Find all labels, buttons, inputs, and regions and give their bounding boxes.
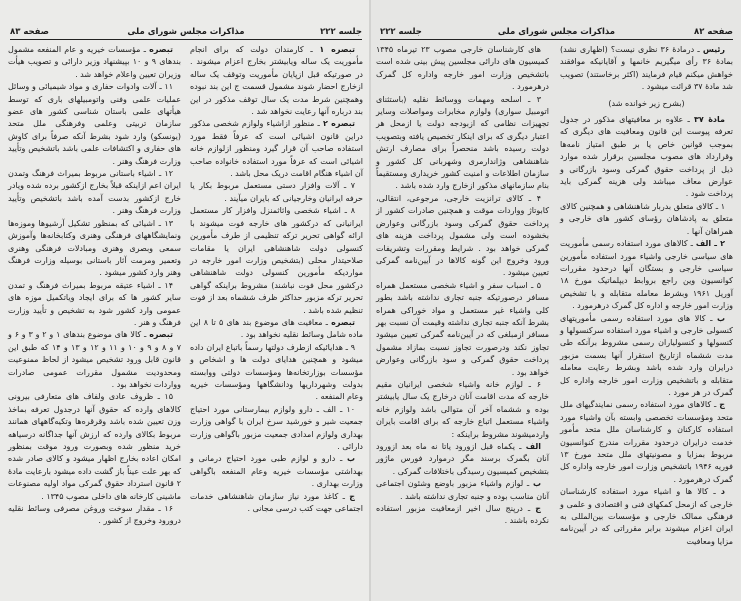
paragraph <box>560 201 733 238</box>
paragraph <box>8 168 181 218</box>
paragraph-lead: رئیس <box>702 45 725 54</box>
paragraph-lead: ب <box>716 313 725 323</box>
page-gutter <box>369 0 371 601</box>
paragraph-text: ـ درپنج سال اخیر ازمعافیت مزبور استفاده نکرده باشند . <box>376 504 549 526</box>
paragraph <box>560 313 733 400</box>
paragraph-lead: ج <box>535 504 541 514</box>
paragraph <box>8 391 181 503</box>
paragraph-text: ـ لوازم واشیاء مزبور باوضع وشئون اجتماعی آنان مناسب بوده و جنبه تجاری نداشته باشد . <box>376 479 549 501</box>
paragraph <box>190 491 363 516</box>
publication-title: مذاکرات مجلس شورای ملی <box>497 27 616 37</box>
paragraph-text: ۸ ـ اشیاء شخصی واثاثمنزل وافزار کار مستعمل ایرانیانی که درکشور های خارجه فوت میشوند با ارائه گواهی تحریر ترکه تنظیمی از طرف مأمورین کنسولی دولت شاهنشاهی ایران یا مقامات صلاحیتدار محلی (بتشخیص وزارت امور خارجه در مواردیکه مأمورین کنسولی دولت شاهنشاهی درکشور محل فوت نباشند) مشروط براینکه گواهی تحریر ترکه مزبور حداکثر ظرف ششماه بعد از فوت تنظیم شده باشد . <box>190 206 363 315</box>
paragraph-lead: ج <box>349 491 355 501</box>
paragraph <box>8 81 181 168</box>
paragraph-lead: الف <box>525 442 541 451</box>
paragraph-text: ـ کالا های مورد استفاده رسمی مأموریتهای کنسولی خارجی و اشیاء مورد استفاده سرکنسولها و کنسولها و کنسولیاران رسمی مشروط برآنکه طی مدت ششماه ازتاریخ استقرار آنها بسمت مزبور درایران وارد شده باشد وبشرط رعایت معامله متقابله و باتشخیص وزارت امور خارجه واداره کل گمرک در هر مورد . <box>560 313 733 397</box>
text-column <box>560 44 733 548</box>
paragraph-lead: د <box>720 487 725 497</box>
paragraph-lead: تبصره <box>331 317 355 327</box>
paragraph-lead: تبصره ۲ <box>322 119 356 129</box>
paragraph-text: ـ یکماه قبل ازورود یاتا نه ماه بعد ازورود آنان بگمرک برسند مگر درموارد فورس ماژور بتشخیص کمیسیون رسیدگی باختلافات گمرکی . <box>376 442 549 476</box>
paragraph-text: ـ مؤسسات خیریه و عام المنفعه مشمول بندهای ۹ و ۱۰ بپیشنهاد وزیر دارائی و تصویب هیأت وزیران تعیین واعلام خواهد شد . <box>8 45 182 79</box>
paragraph-text: ـ کالاهای مورد استفاده رسمی مأموریت های سیاسی خارجی واشیاء مورد استفاده مأمورین سیاسی خارجی و بستگان آنها درحدود مقررات کوانسیون وین راجع بروابط دیپلماتیک مورخ ۱۸ آوریل ۱۹۶۱ وبشرط معامله متقابله و با تشخیص وزارت امور خارجه و اداره کل گمرک درهرمورد . <box>560 239 733 311</box>
paragraph-text: ـ معافیت های موضوع بند های ۵ تا ۸ این ماده شامل وسائط نقلیه نخواهد بود . <box>190 317 363 340</box>
paragraph <box>8 218 181 280</box>
paragraph-text: (بشرح زیر خوانده شد) <box>608 98 685 108</box>
paragraph <box>376 193 549 280</box>
text-column <box>190 44 363 515</box>
paragraph-lead: تبصره <box>149 330 174 340</box>
paragraph-text: ۶ ـ لوازم خانه واشیاء شخصی ایرانیان مقیم خارجه که مدت اقامت آنان درخارج یک سال یابیشتر بوده و ششماه آخر آن متوالی باشد ولوازم خانه واشیاء مستعمل اتباع خارجه که برای اقامت بایران واردمیشوند مشروط براینکه : <box>376 379 549 439</box>
paragraph-text: ۱۱ ـ آلات وادوات حفاری و مواد شیمیائی و وسائل عملیات علمی وفنی واتومبیلهای باری که توسط هیأتهای علمی باستان شناسی کشور های عضو سازمان تربیتی وعلمی وفرهنگی ملل متحد (یونسکو) وارد شود بشرط آنکه صرفاً برای کاوش های حفاری و اکتشافات علمی باشد باتشخیص وتأیید وزارت فرهنگ وهنر . <box>8 82 181 166</box>
paragraph-text: ۱۴ ـ اشیاء عتیقه مربوط بمیراث فرهنگ و تمدن سایر کشور ها که برای ایجاد ویاتکمیل موزه های عمومی وارد کشور شود به تشخیص و تأیید وزارت فرهنگ و هنر . <box>8 280 181 327</box>
page-header <box>10 25 362 40</box>
paragraph-text: ـ منظور ازاشیاء ولوازم شخصی مذکور دراین قانون اشیائی است که عرفاً فقط مورد استفاده صاحب آن قرار گیرد ومنظور ازلوازم خانه اشیائی است که عرفاً مورد استفاده خانواده صاحب آن اشیاء هنگام اقامت دریک محل باشد . <box>190 119 363 179</box>
paragraph <box>190 44 363 118</box>
paragraph <box>190 205 363 317</box>
paragraph-text: های کارشناسان خارجی مصوب ۲۳ تیرماه ۱۳۴۵ کمیسیون های دارائی مجلسین پیش بینی شده است باتشخیص وزارت امور خارجه واداره کل گمرک درهرمورد . <box>376 45 549 92</box>
paragraph-text: ۱۵ ـ ظروف عادی ولفاف های متعارفی بیرونی کالاهای وارده که حقوق آنها درجدول تعرفه بماخذ وزن تعیین شده باشد وقرقره‌ها وتکیه‌گاههای همانند مربوط بکالای وارده که ارزش آنها جداگانه درسیاهه خرید منظور شده وبصورت ورود موقت بمنظور امکان اعاده بخارج اظهار میشود و کالای صادر شده که بهر علت عیناً باز گشت داده میشود بارعایت مادهٔ ۲ قانون استرداد حقوق گمرکی مواد اولیه مصنوعات ماشینی کارخانه های داخلی مصوب ۱۳۴۵ . <box>8 392 181 501</box>
paragraph <box>376 441 549 478</box>
paragraph <box>560 238 733 312</box>
paragraph <box>376 503 549 528</box>
paragraph <box>560 486 733 548</box>
paragraph-text: ۱۰ ـ الف ـ دارو ولوازم بیمارستانی مورد احتیاج جمعیت شیر و خورشید سرخ ایران با گواهی وزارت بهداری ولوازم امدادی جمعیت مزبور باگواهی وزارت دارائی . <box>190 404 363 451</box>
paragraph-text: ـ کارمندان دولت که برای انجام مأموریت یک ساله ویابیشتر بخارج اعزام میشوند . در صورتیکه قبل ازپایان مأموریت وتوقف یک ساله ازخارج احضار شوند مشمول قسمت ج این بند نبوده وهمچنین شرط مدت یک سال توقف مذکور در این بند درباره آنها رعایت نخواهد شد . <box>190 45 363 117</box>
session-number: جلسه ۲۲۲ <box>380 27 422 37</box>
page-header <box>380 25 733 40</box>
paragraph <box>190 453 363 490</box>
paragraph-lead: ب <box>532 479 541 489</box>
paragraph-text: ۱۶ ـ مقدار سوخت وروغن مصرفی وسائط نقلیه درورود وخروج از کشور . <box>8 504 181 526</box>
paragraph <box>376 379 549 441</box>
paragraph-text: ۱۲ ـ اشیاء باستانی مربوط بمیراث فرهنگ وتمدن ایران اعم ازاینکه قبلاً بخارج ازکشور برده شده ویادر خارج ازکشور بدست آمده باشد باتشخیص وتأیید وزارت فرهنگ وهنر . <box>8 169 181 216</box>
paragraph-lead: مادهٔ ۳۷ <box>694 115 725 125</box>
paragraph-lead: ج <box>719 400 725 410</box>
paragraph <box>560 399 733 486</box>
right-page <box>370 0 741 601</box>
paragraph-text: ـ درمادهٔ ۳۶ نظری نیست؟ (اظهاری نشد) بمادهٔ ۳۶ رأی میگیریم خانمها و آقایانیکه موافقند خواهش میکنم قیام فرمایند (اکثر برخاستند) تصویب شد مادهٔ ۳۷ قرائت میشود . <box>560 45 733 92</box>
paragraph <box>560 44 733 94</box>
session-number: جلسه ۲۲۲ <box>320 27 362 37</box>
paragraph-lead: تبصره <box>149 45 173 54</box>
paragraph-lead: ۲ ـ الف <box>695 239 726 249</box>
paragraph-text: ۳ ـ اسلحه ومهمات ووسائط نقلیه (باستثنای اتومبیل سواری) ولوازم مخابرات ومواصلات وسایر تجهیزات نظامی که ازبودجه دولت یا ازمحل هر اعتبار دیگری که برای اینکار تخصیص یافته وبتصویب دولت رسیده باشد منحصراً برای مصارف ارتش شاهنشاهی وژاندارمری وشهربانی کل کشور و سازمان اطلاعات و امنیت کشور خریداری ومستقیماً بنام سازمانهای مذکور ازخارج وارد شده باشد . <box>376 94 549 191</box>
paragraph-text: ۷ ـ آلات وافزار دستی مستعمل مربوط بکار یا حرفه ایرانیان وخارجیانی که بایران میآیند . <box>190 181 363 203</box>
page-number: صفحه ۸۲ <box>694 27 733 37</box>
paragraph <box>190 342 363 404</box>
paragraph-text: ۴ ـ کالای ترانزیت خارجی، مرجوعی، انتقالی، کابوتاژ وواردات موقت و همچنین صادرات کشور از پرداخت حقوق گمرکی وسود بازرگانی وعوارض بخشوده است ولی مشمول پرداخت هزینه های گمرکی خواهد بود . شرایط ومقررات وتشریفات ورود وخروج این گونه کالاها در آیین‌نامه گمرکی تعیین میشود . <box>376 193 549 278</box>
paragraph <box>376 44 549 94</box>
paragraph <box>190 180 363 205</box>
paragraph <box>8 503 181 528</box>
paragraph <box>376 478 549 503</box>
paragraph-text: ۹ ـ هدایائیکه ازطرف دولتها رسماً باتباع ایران داده میشود و همچنین هدایای دولت ها و اشخاص و مؤسسات بوزارتخانه‌ها ومؤسسات دولتی ووابسته بدولت وشهرداریها ودانشگاهها ومؤسسات خیریه وعام المنفعه . <box>190 342 363 402</box>
paragraph-text: ۵ ـ اسباب سفر و اشیاء شخصی مستعمل همراه مسافر درصورتیکه جنبه تجاری نداشته باشد بطور کلی واشیاء غیر مستعمل و مواد خوراکی همراه بشرط آنکه جنبه تجاری نداشته وقیمت آن نسبت بهر مسافر ازمبلغی که در آیین‌نامه گمرکی تعیین میشود تجاوز نکند ودرصورت تجاوز نسبت بمازاد مشمول پرداخت حقوق گمرکی و سود بازرگانی وعوارض خواهد بود . <box>376 280 549 377</box>
paragraph <box>190 317 363 342</box>
paragraph-lead: ب <box>346 454 355 464</box>
paragraph-lead: تبصره ۱ <box>319 45 356 54</box>
paragraph-text: ـ کالاهای مورد استفاده رسمی نمایندگیهای ملل متحد ومؤسسات تخصصی وابسته بآن واشیاء مورد استفاده کارکنان و کارشناسان ملل متحد مأمور خدمت درایران درحدود مقررات مندرج کنوانسیون مربوط بمزایا و مصونیتهای ملل متحد مورخ ۱۳ فوریه ۱۹۴۶ باتشخیص وزارت امور خارجه واداره کل گمرک درهرمورد . <box>560 400 733 484</box>
paragraph <box>8 280 181 330</box>
paragraph <box>8 329 181 391</box>
paragraph <box>376 280 549 379</box>
paragraph <box>560 114 733 201</box>
paragraph <box>376 94 549 193</box>
paragraph-text: ـ کالا ها و اشیاء مورد استفاده کارشناسان خارجی که ازمحل کمکهای فنی و اقتصادی و علمی و فرهنگی ممالک خارجی و مؤسسات بین‌المللی به ایران اعزام میشوند برابر مقرراتی که در آیین‌نامه مزایا ومعافیت <box>560 487 733 546</box>
left-page <box>0 0 370 601</box>
paragraph-text: ـ کاغذ مورد نیاز سازمان شاهنشاهی خدمات اجتماعی جهت کتب درسی مجانی . <box>190 491 363 514</box>
paragraph <box>8 44 181 81</box>
paragraph <box>190 118 363 180</box>
page-number: صفحه ۸۳ <box>10 27 49 37</box>
paragraph-text: ۱ ـ کالای متعلق بدربار شاهنشاهی و همچنین کالای متعلق به پادشاهان رؤسای کشور های خارجی و همراهان آنها . <box>560 201 733 236</box>
paragraph-text: ۱۳ ـ اشیائی که بمنظور تشکیل آرشیوها وموزه‌ها ونمایشگاههای فرهنگی وهنری وکتابخانه‌ها وآموزش سمعی وبصری وهنری ومبادلات فرهنگی وهنری وتعمیر ومرمت آثار باستانی بوسیله وزارت فرهنگ وهنر وارد کشور میشود . <box>8 218 181 278</box>
text-column <box>376 44 549 528</box>
paragraph-text: ـ علاوه بر معافیتهای مذکور در جدول تعرفه پیوست این قانون ومعافیت های دیگری که بموجب قوانین خاص یا بر طبق امتیاز نامه‌ها وقرارداد های مصوب مجلسین برقرار شده موارد ذیل از پرداخت حقوق گمرکی وسود بازرگانی و عوارض معاف میباشد ولی هزینه گمرکی باید پرداخت شود . <box>560 115 733 199</box>
paragraph <box>190 404 363 454</box>
paragraph-text: ـ کالا های موضوع بندهای ۱ و ۲ و ۳ و ۶ و ۷ و ۸ و ۹ و ۱۰ و ۱۱ و ۱۲ و ۱۳ و ۱۴ که طبق این قانون قابل ورود تشخیص میشود از لحاظ ممنوعیت ومحدودیت مشمول مقررات عمومی صادرات وواردات نخواهد بود . <box>8 330 181 389</box>
publication-title: مذاکرات مجلس شورای ملی <box>127 27 245 37</box>
reading-note <box>560 98 733 110</box>
paragraph-text: ـ دارو و لوازم طبی مورد احتیاج درمانی و بهداشتی مؤسسات خیریه وعام المنفعه باگواهی وزارت بهداری . <box>190 454 363 489</box>
text-column <box>8 44 181 528</box>
